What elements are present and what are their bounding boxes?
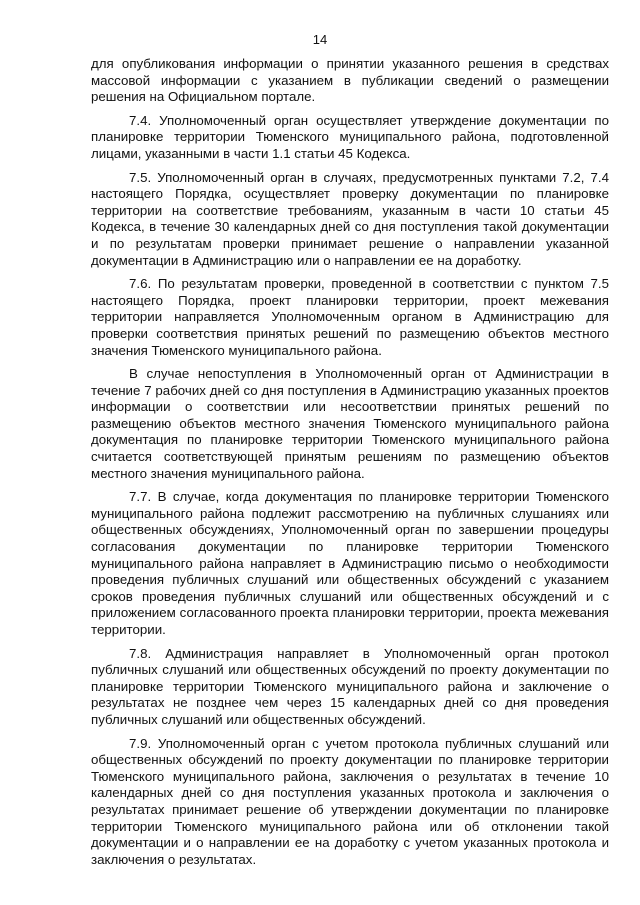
document-body (91, 56, 609, 868)
paragraph-continuation: для опубликования информации о принятии указанного решения в средствах массовой информации с указанием в публикации сведений о размещении решения на Официальном портале. (91, 56, 609, 105)
page-number: 14 (312, 32, 328, 47)
paragraph-7-6: 7.6. По результатам проверки, проведенной в соответствии с пунктом 7.5 настоящего Порядка, проект планировки территории, проект межевания территории направляется Уполномоченным органом в Администрацию для проверки соответствия принятых решений по размещению объектов местного значения Тюменского муниципального района. (91, 276, 609, 358)
paragraph-7-4: 7.4. Уполномоченный орган осуществляет утверждение документации по планировке территории Тюменского муниципального района, подготовленной лицами, указанными в части 1.1 статьи 45 Кодекса. (91, 112, 609, 161)
paragraph-7-8: 7.8. Администрация направляет в Уполномоченный орган протокол публичных слушаний или общественных обсуждений по проекту документации по планировке территории Тюменского муниципального района и заключение о результатах не позднее чем через 15 календарных дней со дня проведения публичных слушаний или общественных обсуждений. (91, 645, 609, 727)
paragraph-7-7: 7.7. В случае, когда документация по планировке территории Тюменского муниципального района подлежит рассмотрению на публичных слушаниях или общественных обсуждениях, Уполномоченный орган по завершении процедуры согласования документации по планировке территории Тюменского муниципального района направляет в Администрацию письмо о необходимости проведения публичных слушаний или общественных обсуждений с указанием сроков проведения публичных слушаний или общественных обсуждений и с приложением согласованного проекта планировки территории, проекта межевания территории. (91, 489, 609, 637)
paragraph-7-5: 7.5. Уполномоченный орган в случаях, предусмотренных пунктами 7.2, 7.4 настоящего Порядка, осуществляет проверку документации по планировке территории на соответствие требованиям, указанным в части 10 статьи 45 Кодекса, в течение 30 календарных дней со дня поступления такой документации и по результатам проверки принимает решение о направлении указанной документации в Администрацию или о направлении ее на доработку. (91, 169, 609, 268)
paragraph-7-6-continued: В случае непоступления в Уполномоченный орган от Администрации в течение 7 рабочих дней со дня поступления в Администрацию указанных проектов информации о соответствии или несоответствии принятых решений по размещению объектов местного значения Тюменского муниципального района документация по планировке территории Тюменского муниципального района считается соответствующей принятым решениям по размещению объектов местного значения муниципального района. (91, 366, 609, 481)
paragraph-7-9: 7.9. Уполномоченный орган с учетом протокола публичных слушаний или общественных обсуждений по проекту документации по планировке территории Тюменского муниципального района, заключения о результатах в течение 10 календарных дней со дня поступления указанных протокола и заключения о результатах принимает решение об утверждении документации по планировке территории Тюменского муниципального района или об отклонении такой документации и о направлении ее на доработку с учетом указанных протокола и заключения о результатах. (91, 735, 609, 867)
